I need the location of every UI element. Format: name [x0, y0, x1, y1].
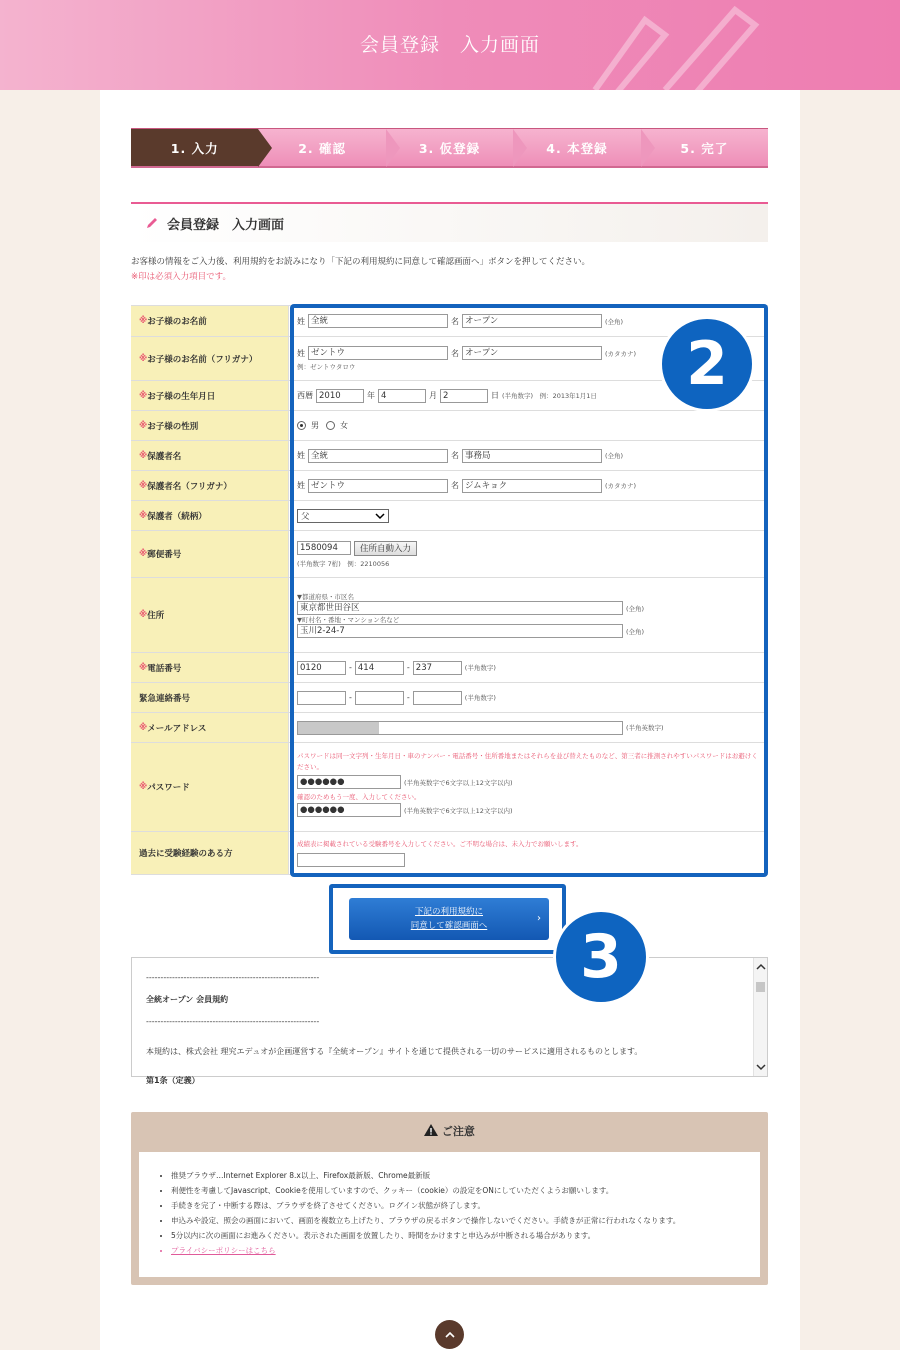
- field-hint: (全角): [626, 604, 645, 613]
- required-mark: ※: [139, 662, 148, 673]
- field-hint: (カタカナ): [605, 482, 637, 490]
- terms-title: 全統オープン 会員規約: [146, 995, 229, 1004]
- emergency-part3-input[interactable]: [413, 691, 462, 705]
- required-mark: ※: [139, 420, 148, 431]
- field-hint: (全角): [605, 452, 624, 460]
- caution-title: ご注意: [441, 1125, 475, 1138]
- field-label: お子様の生年月日: [147, 391, 216, 402]
- chevron-up-icon[interactable]: [756, 964, 766, 970]
- guardian-kana-sei-input[interactable]: ゼントウ: [308, 479, 448, 493]
- emergency-part1-input[interactable]: [297, 691, 346, 705]
- field-label: 保護者名（フリガナ）: [147, 481, 232, 492]
- child-kana-mei-input[interactable]: オープン: [462, 346, 602, 360]
- address-town-input[interactable]: 玉川2-24-7: [297, 624, 623, 638]
- field-label: お子様のお名前（フリガナ）: [147, 354, 258, 365]
- privacy-policy-link[interactable]: • プライバシーポリシーはこちら: [171, 1243, 742, 1258]
- caution-list-box: [139, 1152, 760, 1277]
- field-hint: (半角英数字で6文字以上12文字以内): [404, 778, 513, 787]
- agree-and-confirm-button[interactable]: [349, 898, 549, 940]
- password-confirm-input[interactable]: ●●●●●●: [297, 803, 401, 817]
- child-kana-sei-input[interactable]: ゼントウ: [308, 346, 448, 360]
- caution-item: • 申込みや設定、照会の画面において、画面を複数立ち上げたり、ブラウザの戻るボタンで操作しないでください。手続きが正常に行われなくなります。: [171, 1213, 742, 1228]
- warning-icon: [424, 1124, 438, 1136]
- form-row-postal: [131, 531, 768, 578]
- page-header: [0, 0, 900, 90]
- mei-label: 名: [451, 451, 459, 460]
- mei-label: 名: [451, 481, 459, 490]
- field-label: 郵便番号: [147, 550, 182, 560]
- form-row-phone: ※ 電話番号 0120 - 414 - 237 (半角数字): [131, 653, 768, 683]
- field-hint: (半角英数字で6文字以上12文字以内): [404, 806, 513, 815]
- gender-male-label: 男: [311, 421, 319, 430]
- back-to-top-button[interactable]: [435, 1320, 464, 1349]
- field-label: 緊急連絡番号: [131, 683, 289, 712]
- form-row-emergency: 緊急連絡番号 - - (半角数字): [131, 683, 768, 713]
- sei-label: 姓: [297, 348, 305, 358]
- gender-male-radio[interactable]: [297, 421, 306, 430]
- caution-item: • 利便性を考慮してJavascript、Cookieを使用していますので、クッキー（cookie）の設定をONにしていただくようお願いします。: [171, 1183, 742, 1198]
- password-input[interactable]: ●●●●●●: [297, 775, 401, 789]
- required-mark: ※: [139, 549, 148, 559]
- guardian-mei-input[interactable]: 事務局: [462, 449, 602, 463]
- page-title: 会員登録 入力画面: [359, 34, 540, 56]
- section-title: 会員登録 入力画面: [167, 217, 285, 233]
- form-row-relation: [131, 501, 768, 531]
- day-label: 日: [491, 391, 499, 400]
- chevron-down-icon[interactable]: [756, 1064, 766, 1070]
- form-row-past-exam: [131, 832, 768, 875]
- child-sei-input[interactable]: 全統: [308, 314, 448, 328]
- field-label: お子様のお名前: [147, 317, 207, 327]
- scrollbar-thumb[interactable]: [756, 982, 765, 992]
- button-label-line1: 下記の利用規約に: [414, 907, 483, 917]
- email-input[interactable]: [297, 721, 623, 735]
- form-row-email: [131, 713, 768, 743]
- era-label: 西暦: [297, 391, 313, 400]
- child-mei-input[interactable]: オープン: [462, 314, 602, 328]
- password-confirm-note: 確認のためもう一度、入力してください。: [297, 793, 421, 801]
- field-hint: (半角数字 7桁) 例：2210056: [297, 559, 390, 568]
- intro-instructions: お客様の情報をご入力後、利用規約をお読みになり「下記の利用規約に同意して確認画面へ」ボタンを押してください。: [131, 257, 591, 267]
- phone-part1-input[interactable]: 0120: [297, 661, 346, 675]
- field-hint: (カタカナ): [605, 349, 637, 358]
- step-provisional: 3. 仮登録: [386, 129, 513, 166]
- field-example: 例：ゼントウタロウ: [297, 363, 356, 371]
- postal-input[interactable]: 1580094: [297, 541, 351, 555]
- step-complete: 5. 完了: [641, 129, 768, 166]
- step-registration: 4. 本登録: [513, 129, 640, 166]
- field-label: 過去に受験経験のある方: [131, 832, 289, 874]
- caution-panel: [131, 1112, 768, 1285]
- exam-number-input[interactable]: [297, 853, 405, 867]
- required-mark: ※: [139, 722, 148, 733]
- chevron-up-icon: [445, 1332, 455, 1338]
- terms-article-title: 第1条（定義）: [146, 1076, 200, 1085]
- form-row-password: [131, 743, 768, 832]
- field-hint: (全角): [605, 317, 624, 326]
- field-label: 住所: [147, 611, 165, 621]
- step-input: 1. 入力: [131, 129, 258, 166]
- past-exam-note: 成績表に掲載されている受験番号を入力してください。ご不明な場合は、未入力でお願いします。: [297, 840, 583, 848]
- chevron-right-icon: ›: [537, 913, 541, 924]
- field-hint: (半角数字): [464, 664, 496, 672]
- required-mark: ※: [139, 316, 148, 326]
- field-label: 電話番号: [147, 663, 182, 674]
- field-hint: (半角数字): [464, 694, 496, 702]
- terms-divider: ------------------------------------------------------------: [146, 1017, 320, 1026]
- field-label: お子様の性別: [147, 421, 199, 432]
- intro-text: [131, 255, 768, 285]
- password-warning: パスワードは同一文字列・生年月日・車のナンバー・電話番号・住所番地またはそれらを並び替えたものなど、第三者に推測されやすいパスワードはお避けください。: [297, 752, 758, 771]
- caution-list: [157, 1168, 742, 1258]
- town-label: ▼町村名・番地・マンション名など: [297, 616, 400, 624]
- pref-label: ▼都道府県・市区名: [297, 593, 354, 601]
- field-hint: (全角): [626, 627, 645, 636]
- step-badge-3: 3: [553, 909, 649, 1005]
- caution-item: • 推奨ブラウザ…Internet Explorer 8.x以上、Firefox最新版、Chrome最新版: [171, 1168, 742, 1183]
- step-badge-2: 2: [659, 316, 755, 412]
- field-label: パスワード: [147, 783, 190, 793]
- form-row-address: [131, 578, 768, 653]
- button-label-line2: 同意して確認画面へ: [410, 921, 488, 931]
- caution-item: • 5分以内に次の画面にお進みください。表示された画面を放置したり、時間をかけますと申込みが中断される場合があります。: [171, 1228, 742, 1243]
- pencil-icon: [145, 216, 159, 230]
- mei-label: 名: [451, 316, 459, 326]
- mei-label: 名: [451, 348, 459, 358]
- field-hint: (半角数字) 例：2013年1月1日: [502, 392, 597, 400]
- required-mark: ※: [139, 450, 148, 461]
- phone-part2-input[interactable]: 414: [355, 661, 404, 675]
- emergency-part2-input[interactable]: [355, 691, 404, 705]
- terms-box[interactable]: [131, 957, 768, 1085]
- form-row-guardian-name: [131, 441, 768, 471]
- year-label: 年: [367, 391, 375, 400]
- sei-label: 姓: [297, 316, 305, 326]
- field-hint: (半角英数字): [626, 724, 664, 732]
- required-mark: ※: [139, 782, 148, 792]
- terms-divider: ------------------------------------------------------------: [146, 973, 320, 982]
- required-mark: ※: [139, 610, 148, 620]
- month-label: 月: [429, 391, 437, 400]
- address-pref-input[interactable]: 東京都世田谷区: [297, 601, 623, 615]
- sei-label: 姓: [297, 451, 305, 460]
- section-heading: [131, 204, 768, 242]
- sei-label: 姓: [297, 481, 305, 490]
- caution-item: • 手続きを完了・中断する際は、ブラウザを終了させてください。ログイン状態が終了します。: [171, 1198, 742, 1213]
- field-label: 保護者名: [147, 451, 182, 462]
- chevron-down-icon: [375, 513, 385, 519]
- field-label: 保護者（続柄）: [147, 511, 207, 522]
- terms-body: 本規約は、株式会社 理究エデュオが企画運営する『全統オープン』サイトを通じて提供される一切のサービスに適用されるものとします。: [146, 1047, 643, 1056]
- form-row-gender: [131, 411, 768, 441]
- field-label: メールアドレス: [147, 723, 207, 734]
- relation-value: 父: [301, 511, 310, 522]
- step-confirm: 2. 確認: [258, 129, 385, 166]
- birth-day-input[interactable]: 2: [440, 389, 488, 403]
- birth-month-input[interactable]: 4: [378, 389, 426, 403]
- gender-female-radio[interactable]: [326, 421, 335, 430]
- guardian-sei-input[interactable]: 全統: [308, 449, 448, 463]
- form-row-guardian-kana: [131, 471, 768, 501]
- address-autofill-button[interactable]: 住所自動入力: [354, 541, 417, 556]
- terms-scrollbar[interactable]: [753, 958, 767, 1076]
- gender-female-label: 女: [340, 421, 348, 430]
- required-mark: ※: [139, 510, 148, 521]
- phone-part3-input[interactable]: 237: [413, 661, 462, 675]
- guardian-kana-mei-input[interactable]: ジムキョク: [462, 479, 602, 493]
- relation-select[interactable]: [297, 509, 389, 523]
- progress-steps: [131, 128, 768, 168]
- required-mark: ※: [139, 390, 148, 401]
- required-note: ※印は必須入力項目です。: [131, 272, 231, 282]
- required-mark: ※: [139, 480, 148, 491]
- required-mark: ※: [139, 353, 148, 364]
- birth-year-input[interactable]: 2010: [316, 389, 364, 403]
